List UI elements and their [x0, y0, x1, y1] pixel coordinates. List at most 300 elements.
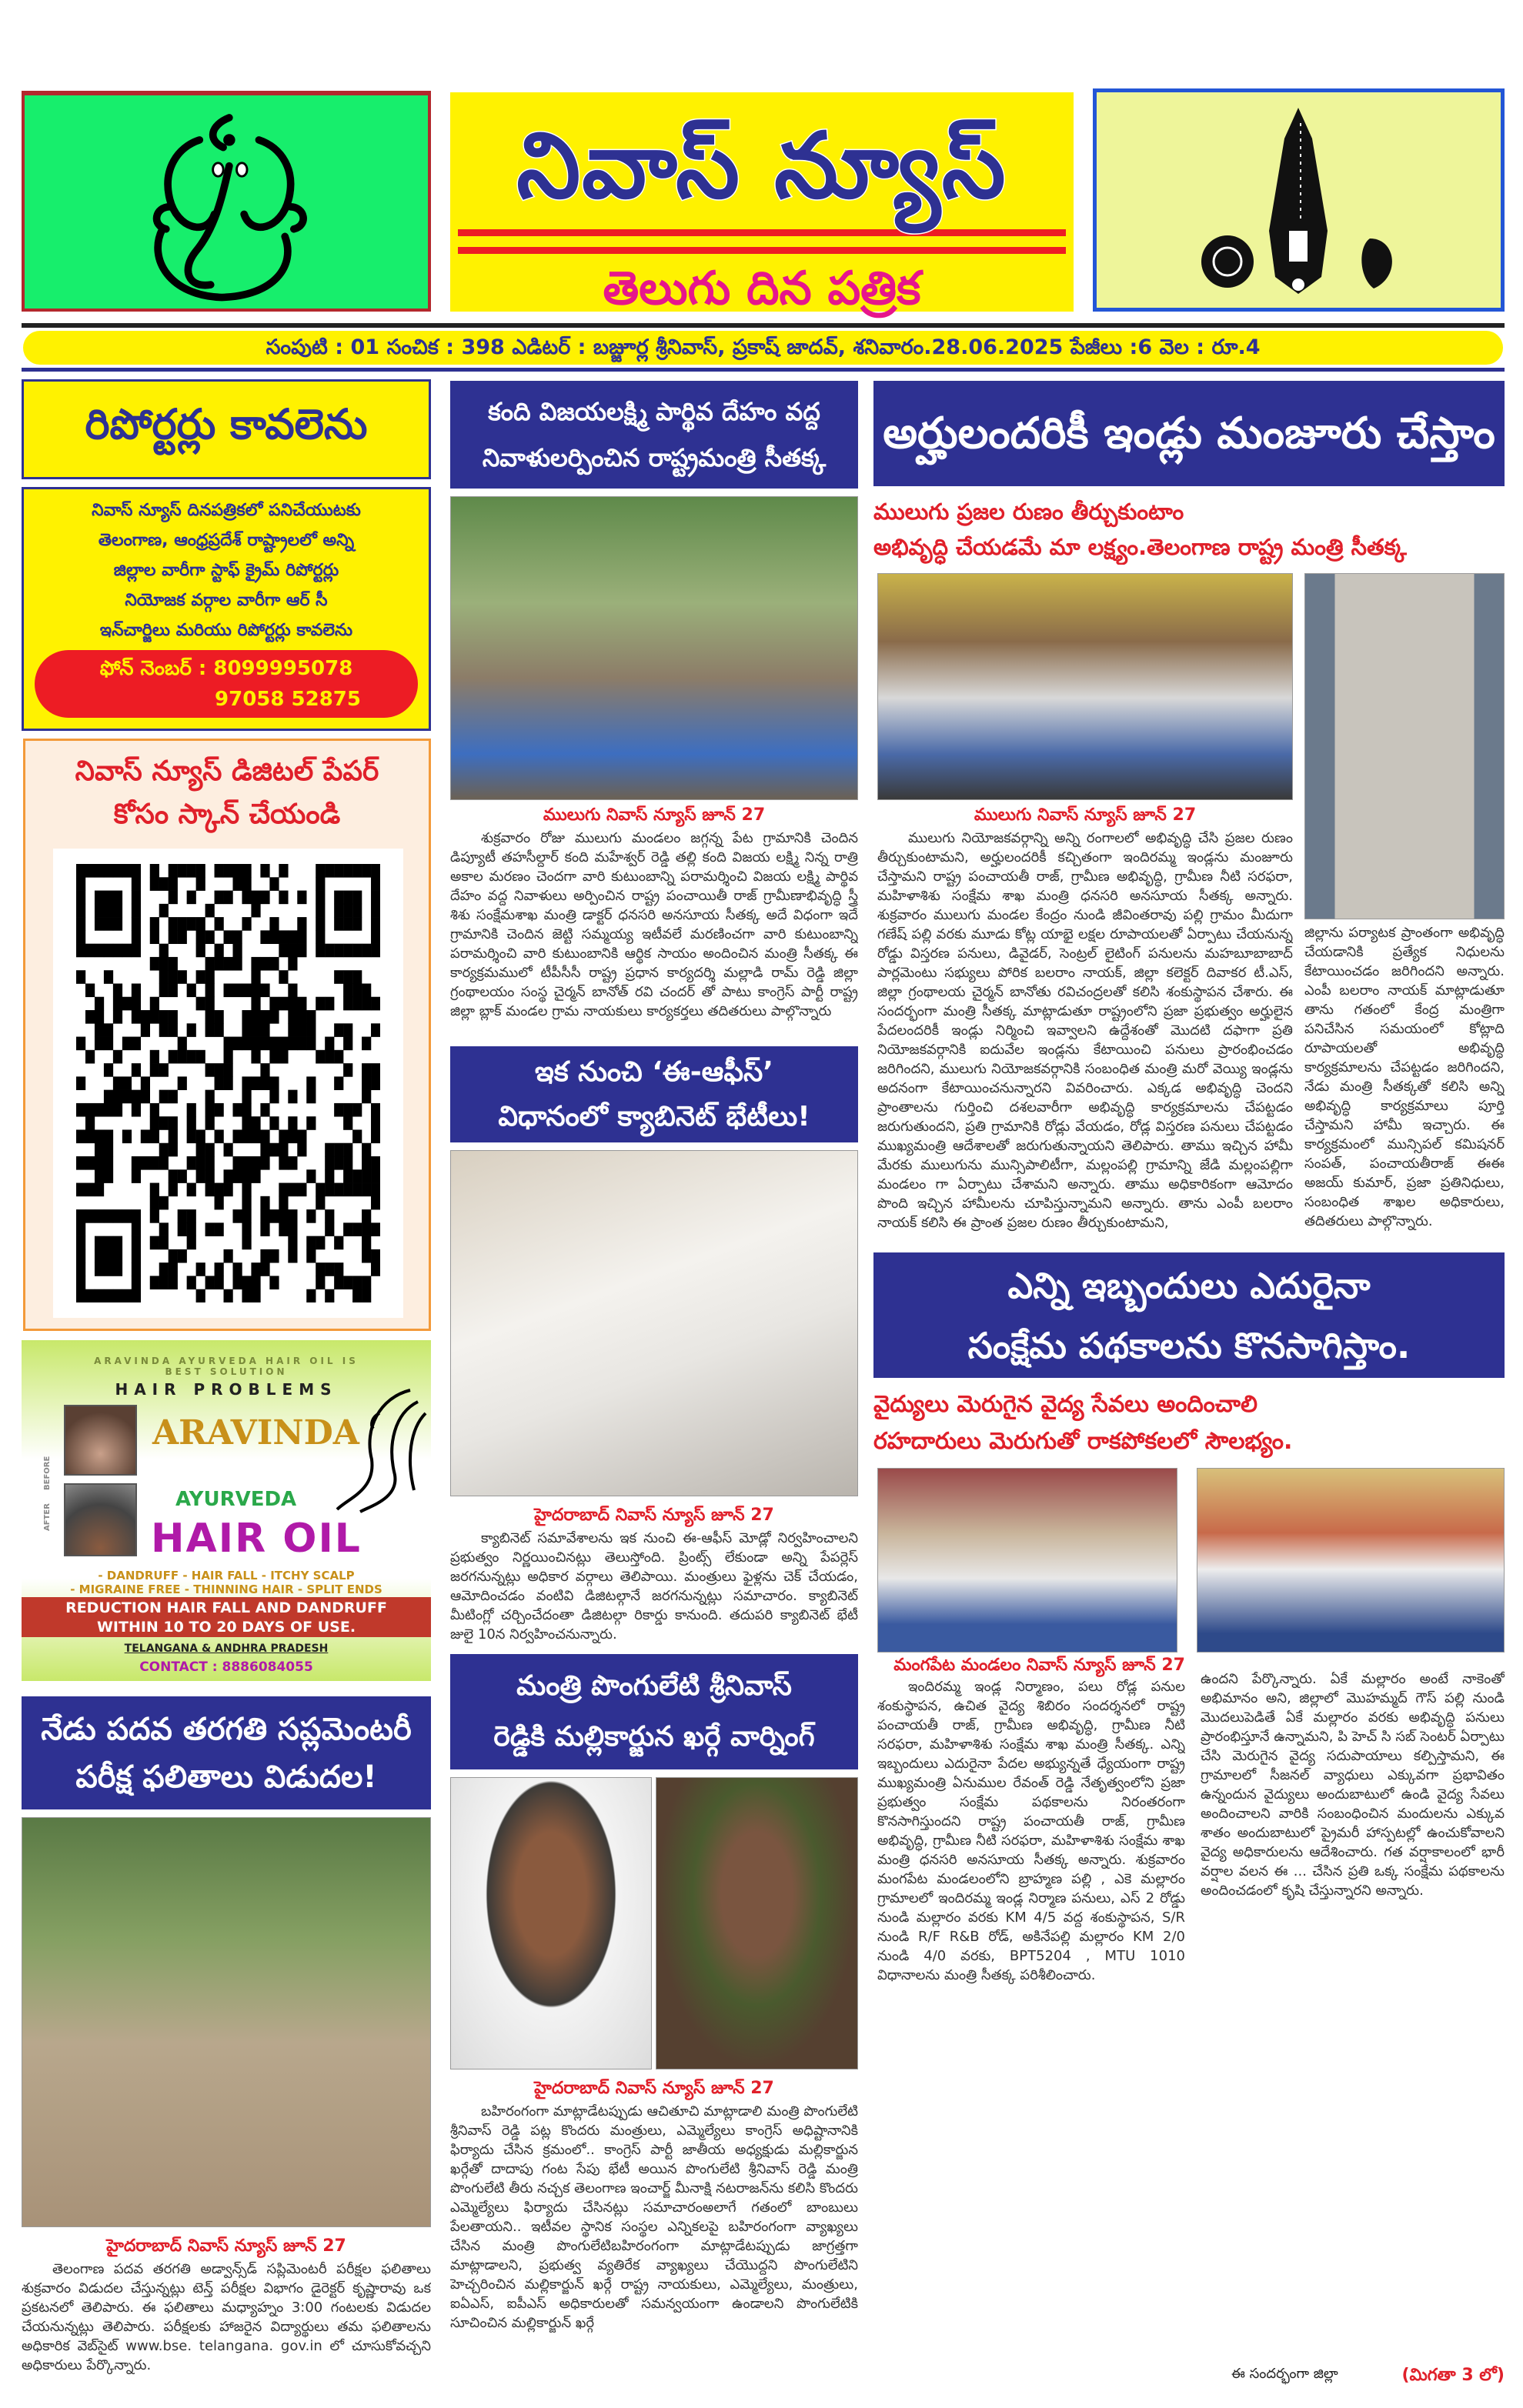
qr-module	[279, 1222, 288, 1236]
qr-module	[343, 1063, 352, 1077]
qr-module	[371, 1063, 380, 1077]
headline-banner	[450, 1654, 858, 1769]
qr-module	[187, 1209, 196, 1223]
qr-module	[334, 1023, 343, 1037]
qr-module	[362, 1209, 371, 1223]
qr-module	[132, 1090, 141, 1104]
qr-module	[242, 1196, 251, 1210]
qr-module	[104, 917, 113, 931]
qr-module	[316, 1183, 325, 1197]
qr-module	[76, 1262, 85, 1276]
qr-module	[297, 930, 306, 944]
qr-module	[132, 904, 141, 918]
ad-ayurveda: AYURVEDA	[175, 1488, 297, 1511]
qr-module	[343, 1169, 352, 1183]
ad-product: HAIR OIL	[151, 1516, 362, 1562]
qr-module	[122, 997, 132, 1011]
qr-module	[343, 970, 352, 984]
qr-module	[215, 1023, 224, 1037]
qr-module	[288, 1209, 297, 1223]
qr-module	[215, 944, 224, 958]
headline-banner	[873, 1252, 1505, 1378]
qr-module	[215, 1129, 224, 1143]
qr-module	[95, 1143, 104, 1157]
qr-module	[104, 1090, 113, 1104]
qr-module	[159, 1023, 169, 1037]
qr-module	[122, 864, 132, 878]
article-body	[450, 829, 858, 1036]
qr-module	[76, 1156, 85, 1170]
qr-module	[306, 1289, 316, 1302]
qr-module	[242, 1076, 251, 1090]
qr-module	[371, 1156, 380, 1170]
qr-module	[187, 1222, 196, 1236]
qr-module	[242, 1169, 251, 1183]
qr-module	[306, 1076, 316, 1090]
dateline: ములుగు నివాస్ న్యూస్ జూన్ 27	[974, 805, 1197, 825]
qr-module	[215, 1222, 224, 1236]
qr-module	[178, 1076, 187, 1090]
qr-module	[150, 877, 159, 891]
qr-module	[316, 1050, 325, 1064]
qr-module	[269, 957, 279, 971]
qr-module	[95, 1169, 104, 1183]
qr-module	[279, 930, 288, 944]
qr-module	[196, 864, 205, 878]
qr-module	[371, 1196, 380, 1210]
qr-module	[95, 1262, 104, 1276]
qr-module	[232, 1156, 242, 1170]
qr-module	[104, 1103, 113, 1117]
qr-module	[122, 1209, 132, 1223]
qr-module	[334, 1050, 343, 1064]
qr-module	[362, 1249, 371, 1263]
qr-module	[169, 1129, 178, 1143]
qr-module	[150, 1196, 159, 1210]
newspaper-subtitle: తెలుగు దిన పత్రిక	[603, 262, 921, 315]
qr-module	[362, 983, 371, 997]
headline-line: కంది విజయలక్ష్మి పార్థివ దేహం వద్ద	[488, 397, 820, 426]
qr-module	[269, 1116, 279, 1130]
qr-module	[76, 930, 85, 944]
qr-module	[187, 1103, 196, 1117]
qr-module	[76, 1209, 85, 1223]
reporters-wanted-ad	[22, 487, 431, 731]
qr-module	[205, 1183, 215, 1197]
qr-module	[352, 944, 362, 958]
qr-module	[85, 1116, 95, 1130]
qr-module	[205, 1063, 215, 1077]
qr-module	[325, 997, 334, 1011]
qr-code[interactable]	[76, 864, 380, 1302]
qr-module	[169, 1090, 178, 1104]
qr-module	[104, 1023, 113, 1037]
qr-module	[316, 864, 325, 878]
qr-module	[187, 891, 196, 905]
qr-module	[205, 1222, 215, 1236]
qr-module	[297, 1143, 306, 1157]
news-photo-medical-camp	[1197, 1468, 1505, 1653]
qr-module	[325, 1183, 334, 1197]
reporters-wanted-banner	[22, 379, 431, 479]
qr-module	[187, 1236, 196, 1250]
qr-module	[362, 1076, 371, 1090]
qr-module	[288, 1037, 297, 1051]
qr-module	[362, 1156, 371, 1170]
qr-module	[260, 1262, 269, 1276]
qr-module	[113, 904, 122, 918]
qr-module	[169, 1010, 178, 1024]
ad-tagline-2: BEST SOLUTION	[165, 1366, 288, 1377]
qr-module	[362, 1037, 371, 1051]
portrait-ponguleti	[450, 1777, 652, 2069]
qr-module	[141, 1156, 150, 1170]
qr-module	[352, 983, 362, 997]
qr-module	[104, 891, 113, 905]
qr-module	[104, 1129, 113, 1143]
qr-module	[288, 1129, 297, 1143]
qr-module	[297, 1010, 306, 1024]
qr-module	[196, 877, 205, 891]
qr-module	[325, 1050, 334, 1064]
qr-module	[150, 1116, 159, 1130]
qr-module	[169, 1249, 178, 1263]
qr-module	[215, 1010, 224, 1024]
qr-module	[316, 944, 325, 958]
qr-module	[104, 1063, 113, 1077]
qr-module	[232, 1129, 242, 1143]
qr-module	[371, 997, 380, 1011]
qr-module	[251, 1023, 260, 1037]
qr-module	[232, 1262, 242, 1276]
qr-module	[169, 1276, 178, 1289]
continued-on-page-link[interactable]: (మిగతా 3 లో)	[1401, 2366, 1505, 2385]
qr-module	[325, 1156, 334, 1170]
qr-module	[288, 1010, 297, 1024]
qr-module	[132, 1222, 141, 1236]
qr-module	[269, 1090, 279, 1104]
qr-module	[76, 917, 85, 931]
qr-module	[104, 1236, 113, 1250]
qr-module	[260, 1249, 269, 1263]
qr-module	[288, 957, 297, 971]
qr-module	[113, 1289, 122, 1302]
qr-code-frame	[53, 849, 403, 1318]
qr-module	[232, 1103, 242, 1117]
qr-module	[104, 970, 113, 984]
qr-module	[76, 1076, 85, 1090]
qr-module	[279, 864, 288, 878]
qr-module	[95, 904, 104, 918]
qr-module	[169, 1116, 178, 1130]
qr-module	[371, 930, 380, 944]
qr-module	[159, 1116, 169, 1130]
sub-headline-line: ములుగు ప్రజల రుణం తీర్చుకుంటాం	[873, 499, 1184, 525]
qr-module	[260, 1156, 269, 1170]
qr-module	[196, 1289, 205, 1302]
headline-line: ఎన్ని ఇబ్బందులు ఎదురైనా	[1007, 1264, 1371, 1306]
article-text: క్యాబినెట్ సమావేశాలను ఇక నుంచి ఈ-ఆఫీస్ మోడ్లో నిర్వహించాలని ప్రభుత్వం నిర్ణయించినట్లు తెలుస్తోంది. ప్రింట్స్ లేకుండా అన్ని పేపర్లెస్ జరగనున్నట్లు అధికార వర్గాలు తెలిపాయి. మంత్రులు ఫైళ్లను చెక్ చేయడం, ఆమోదించడం వంటివి డిజిటల్గానే జరగనున్నట్లు సమాచారం. క్యాబినెట్ మీటింగ్లో చర్చించేదంతా డిజిటల్గా రికార్డు కానుంది. తదుపరి క్యాబినెట్ భేటీ జులై 10న నిర్వహించనున్నారు.	[450, 1530, 858, 1643]
qr-module	[232, 983, 242, 997]
qr-module	[95, 1183, 104, 1197]
qr-module	[113, 1209, 122, 1223]
qr-module	[169, 877, 178, 891]
qr-module	[150, 864, 159, 878]
qr-module	[343, 944, 352, 958]
article-body	[22, 2260, 431, 2390]
headline-line: అర్హులందరికీ ఇండ్లు మంజూరు చేస్తాం	[883, 408, 1495, 459]
qr-module	[159, 1143, 169, 1157]
headline-banner	[450, 1046, 858, 1142]
qr-module	[362, 1169, 371, 1183]
qr-module	[224, 1050, 233, 1064]
qr-module	[343, 1276, 352, 1289]
qr-module	[215, 864, 224, 878]
qr-module	[132, 930, 141, 944]
qr-module	[279, 970, 288, 984]
phone-number: ఫోన్ నెంబర్ : 8099995078	[99, 657, 353, 680]
qr-module	[316, 904, 325, 918]
qr-module	[104, 1249, 113, 1263]
qr-module	[352, 1169, 362, 1183]
qr-module	[159, 957, 169, 971]
qr-module	[242, 1289, 251, 1302]
qr-module	[132, 1103, 141, 1117]
qr-module	[215, 1183, 224, 1197]
qr-module	[306, 1037, 316, 1051]
qr-module	[196, 970, 205, 984]
qr-module	[113, 1103, 122, 1117]
ad-line: జిల్లాల వారీగా స్టాఫ్ క్రైమ్ రిపోర్టర్లు	[113, 561, 339, 580]
qr-module	[269, 877, 279, 891]
qr-module	[352, 997, 362, 1011]
qr-module	[325, 1222, 334, 1236]
qr-module	[159, 1010, 169, 1024]
qr-module	[279, 891, 288, 905]
qr-module	[334, 864, 343, 878]
qr-module	[205, 970, 215, 984]
qr-module	[122, 1289, 132, 1302]
qr-module	[316, 1262, 325, 1276]
qr-module	[306, 1010, 316, 1024]
qr-module	[95, 1209, 104, 1223]
qr-module	[343, 1103, 352, 1117]
cabinet-meeting-photo	[450, 1150, 858, 1496]
qr-module	[306, 1116, 316, 1130]
qr-module	[224, 930, 233, 944]
qr-module	[141, 1023, 150, 1037]
news-photo-mangapet	[877, 1468, 1177, 1653]
qr-module	[316, 1236, 325, 1250]
qr-module	[224, 1249, 233, 1263]
qr-module	[297, 917, 306, 931]
qr-module	[159, 877, 169, 891]
qr-module	[132, 1156, 141, 1170]
qr-module	[95, 1249, 104, 1263]
divider	[22, 368, 1505, 372]
qr-module	[343, 997, 352, 1011]
qr-module	[279, 1209, 288, 1223]
ad-region: TELANGANA & ANDHRA PRADESH	[124, 1643, 329, 1655]
qr-module	[76, 1222, 85, 1236]
qr-module	[269, 1037, 279, 1051]
qr-module	[260, 1076, 269, 1090]
qr-module	[205, 930, 215, 944]
qr-module	[260, 891, 269, 905]
qr-title: నివాస్ న్యూస్ డిజిటల్ పేపర్	[75, 755, 379, 787]
qr-module	[113, 1010, 122, 1024]
qr-module	[306, 1169, 316, 1183]
qr-module	[150, 930, 159, 944]
qr-module	[215, 1103, 224, 1117]
qr-module	[196, 1262, 205, 1276]
qr-module	[132, 1209, 141, 1223]
qr-module	[132, 944, 141, 958]
qr-module	[95, 997, 104, 1011]
qr-module	[76, 970, 85, 984]
qr-module	[205, 1023, 215, 1037]
qr-module	[288, 1236, 297, 1250]
qr-module	[260, 864, 269, 878]
qr-module	[279, 1037, 288, 1051]
qr-module	[132, 1276, 141, 1289]
qr-module	[113, 1249, 122, 1263]
qr-module	[150, 1209, 159, 1223]
qr-module	[85, 1156, 95, 1170]
qr-module	[187, 917, 196, 931]
qr-module	[316, 1276, 325, 1289]
qr-module	[132, 1010, 141, 1024]
qr-module	[104, 1209, 113, 1223]
qr-module	[141, 1129, 150, 1143]
qr-module	[159, 1276, 169, 1289]
qr-module	[242, 1209, 251, 1223]
qr-module	[104, 1143, 113, 1157]
qr-module	[104, 1037, 113, 1051]
qr-module	[334, 1276, 343, 1289]
qr-module	[178, 1037, 187, 1051]
qr-module	[343, 1183, 352, 1197]
qr-module	[279, 1050, 288, 1064]
qr-module	[279, 944, 288, 958]
qr-module	[95, 1010, 104, 1024]
qr-module	[169, 1050, 178, 1064]
qr-module	[224, 1289, 233, 1302]
qr-module	[242, 1116, 251, 1130]
hair-oil-advertisement	[22, 1340, 431, 1681]
qr-module	[205, 1156, 215, 1170]
qr-module	[132, 1262, 141, 1276]
qr-module	[371, 1076, 380, 1090]
qr-module	[251, 997, 260, 1011]
students-photo	[22, 1817, 431, 2227]
qr-module	[242, 1129, 251, 1143]
dateline: హైదరాబాద్ నివాస్ న్యూస్ జూన్ 27	[534, 1506, 774, 1525]
qr-module	[251, 1076, 260, 1090]
article-text: శుక్రవారం రోజు ములుగు మండలం జగ్గన్న పేట గ్రామానికి చెందిన డిప్యూటీ తహసీల్దార్ కంది మహేశ్వర్ రెడ్డి తల్లి కంది విజయ లక్ష్మి నిన్న రాత్రి అకాల మరణం చెందగా వారి కుటుంబాన్ని పరామర్శించి విజయ లక్ష్మి పార్థివ దేహం వద్ద నివాళులు అర్పించిన రాష్ట్ర పంచాయితీ రాజ్ గ్రామీణాభివృద్ధి స్త్రీ శిశు సంక్షేమశాఖ మంత్రి డాక్టర్ ధనసరి అనసూయ సీతక్క అదే విధంగా ఇదే గ్రామానికి చెందిన జెట్టి సమ్మయ్య ఇటీవలే మరణించగా వారి కుటుంబాన్ని పరామర్శించి వారి కుటుంబానికి ఆర్థిక సాయం అందించిన మంత్రి సీతక్క ఈ కార్యక్రమములో టీపీసీసీ రాష్ట్ర ప్రధాన కార్యదర్శి మల్లాడి రామ్ రెడ్డి జిల్లా గ్రంథాలయం సంస్థ చైర్మన్ బానోత్ రవి చందర్ తో పాటు కాంగ్రెస్ పార్టీ రాష్ట్ర జిల్లా బ్లాక్ మండల గ్రామ నాయకులు కార్యకర్తలు తదితరులు పాల్గొన్నారు	[450, 830, 858, 1019]
qr-module	[288, 1023, 297, 1037]
qr-module	[76, 944, 85, 958]
qr-module	[150, 1010, 159, 1024]
qr-module	[251, 1129, 260, 1143]
qr-module	[122, 1090, 132, 1104]
qr-module	[76, 1276, 85, 1289]
qr-module	[104, 1169, 113, 1183]
qr-module	[76, 1183, 85, 1197]
qr-module	[288, 1249, 297, 1263]
qr-module	[150, 1276, 159, 1289]
qr-module	[150, 1156, 159, 1170]
qr-module	[122, 1037, 132, 1051]
qr-module	[232, 1276, 242, 1289]
qr-module	[288, 1156, 297, 1170]
qr-module	[85, 1209, 95, 1223]
qr-module	[371, 864, 380, 878]
qr-module	[95, 1103, 104, 1117]
qr-module	[159, 970, 169, 984]
qr-module	[95, 1289, 104, 1302]
qr-module	[279, 997, 288, 1011]
qr-module	[196, 1169, 205, 1183]
qr-module	[343, 983, 352, 997]
qr-module	[187, 1116, 196, 1130]
qr-module	[76, 1129, 85, 1143]
qr-module	[95, 1156, 104, 1170]
headline-line: మంత్రి పొంగులేటి శ్రీనివాస్	[516, 1670, 792, 1702]
qr-module	[132, 891, 141, 905]
qr-module	[187, 1183, 196, 1197]
qr-module	[362, 1063, 371, 1077]
qr-module	[316, 917, 325, 931]
qr-module	[343, 1116, 352, 1130]
qr-module	[260, 1023, 269, 1037]
qr-module	[205, 983, 215, 997]
qr-module	[251, 891, 260, 905]
qr-subtitle: కోసం స్కాన్ చేయండి	[113, 799, 341, 830]
qr-module	[150, 1063, 159, 1077]
qr-module	[104, 1156, 113, 1170]
qr-module	[76, 1236, 85, 1250]
qr-module	[196, 1143, 205, 1157]
article-footer	[1216, 2366, 1505, 2389]
qr-module	[104, 864, 113, 878]
qr-module	[159, 1236, 169, 1250]
qr-module	[343, 864, 352, 878]
qr-module	[113, 944, 122, 958]
qr-module	[334, 1236, 343, 1250]
qr-module	[196, 1129, 205, 1143]
qr-module	[232, 1037, 242, 1051]
divider	[22, 323, 1505, 328]
qr-module	[95, 1037, 104, 1051]
qr-module	[205, 1143, 215, 1157]
qr-module	[352, 1276, 362, 1289]
qr-module	[113, 891, 122, 905]
qr-module	[159, 983, 169, 997]
qr-module	[178, 1050, 187, 1064]
qr-module	[279, 1143, 288, 1157]
ad-contact[interactable]: CONTACT : 8886084055	[139, 1659, 313, 1675]
qr-module	[205, 1276, 215, 1289]
qr-module	[371, 1129, 380, 1143]
qr-module	[132, 983, 141, 997]
qr-module	[343, 891, 352, 905]
qr-module	[371, 1023, 380, 1037]
qr-module	[325, 1169, 334, 1183]
qr-module	[260, 1209, 269, 1223]
qr-module	[76, 1103, 85, 1117]
qr-module	[362, 1276, 371, 1289]
